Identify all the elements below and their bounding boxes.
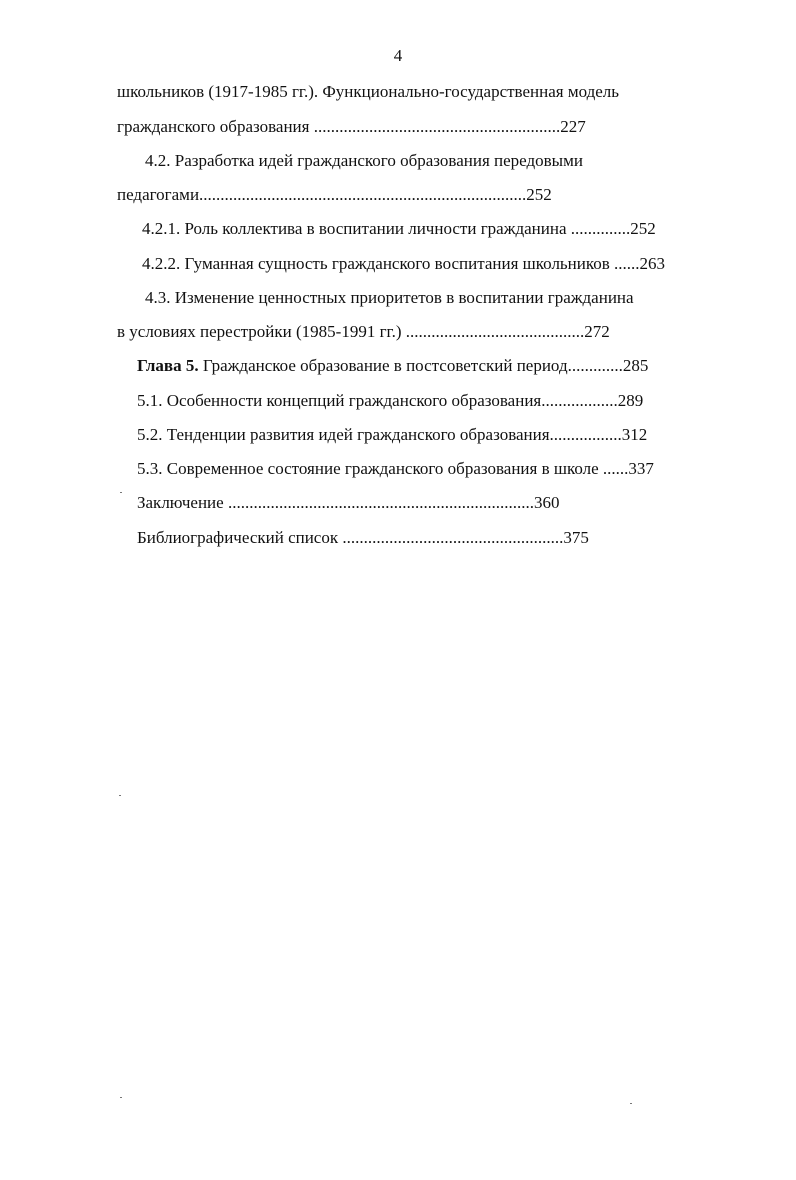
toc-line-12: 5.3. Современное состояние гражданского образования в школе ......337 (137, 459, 654, 478)
scan-speck (119, 795, 121, 796)
chapter-title: Гражданское образование в постсоветский период.............285 (198, 356, 649, 375)
scan-speck (120, 1097, 122, 1098)
toc-line-2: гражданского образования ..........................................................227 (117, 117, 586, 136)
toc-line-5: 4.2.1. Роль коллектива в воспитании личности гражданина ..............252 (142, 219, 656, 238)
toc-line-6: 4.2.2. Гуманная сущность гражданского воспитания школьников ......263 (142, 254, 666, 273)
scan-speck (120, 492, 122, 493)
page-number: 4 (393, 46, 403, 65)
toc-line-11: 5.2. Тенденции развития идей гражданского образования.................312 (137, 425, 648, 444)
toc-line-7: 4.3. Изменение ценностных приоритетов в воспитании гражданина (145, 288, 634, 307)
scan-speck (630, 1103, 632, 1104)
toc-line-9 (137, 356, 648, 376)
chapter-label: Глава 5. (137, 356, 199, 375)
toc-line-13: Заключение ........................................................................360 (137, 493, 560, 512)
toc-line-14: Библиографический список ....................................................375 (137, 528, 589, 547)
toc-line-4: педагогами.............................................................................252 (117, 185, 552, 204)
toc-line-1: школьников (1917-1985 гг.). Функционально-государственная модель (117, 82, 620, 101)
toc-line-10: 5.1. Особенности концепций гражданского образования..................289 (137, 391, 644, 410)
toc-line-8: в условиях перестройки (1985-1991 гг.) ..........................................272 (117, 322, 610, 341)
toc-line-3: 4.2. Разработка идей гражданского образования передовыми (145, 151, 583, 170)
